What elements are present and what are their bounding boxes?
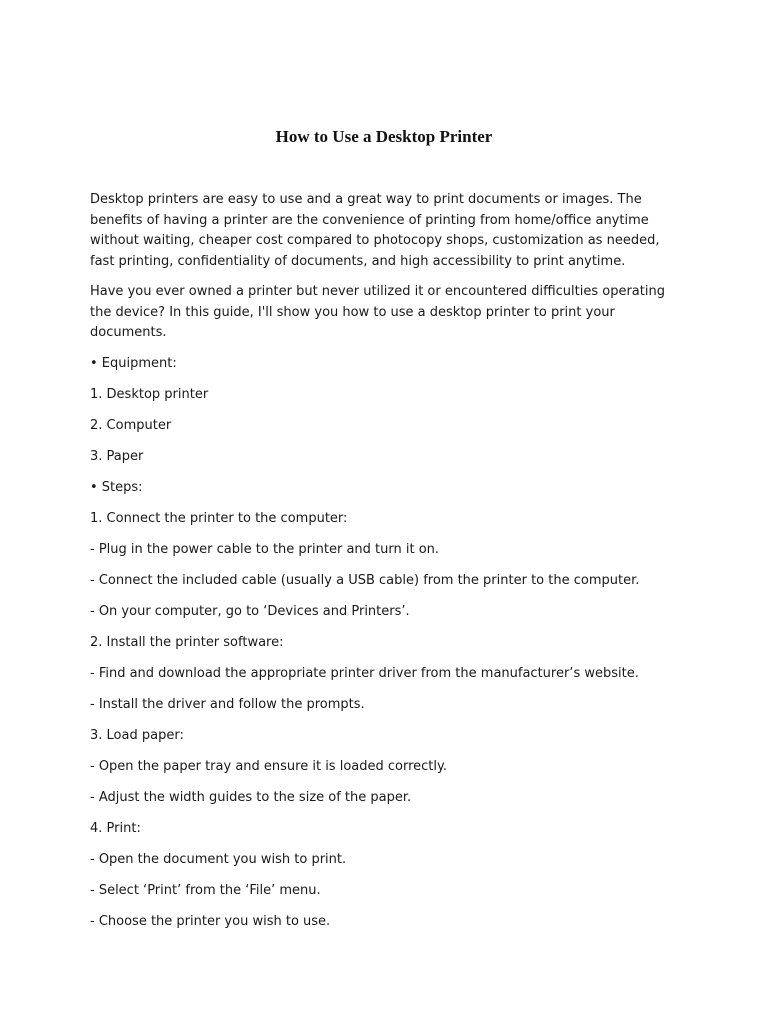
step-item: - Open the paper tray and ensure it is loaded correctly. (90, 758, 447, 774)
step-title: 3. Load paper: (90, 727, 184, 743)
step-title: 1. Connect the printer to the computer: (90, 510, 348, 526)
equipment-item: 1. Desktop printer (90, 386, 209, 402)
step-item: - On your computer, go to ‘Devices and Printers’. (90, 603, 410, 619)
document-body (90, 190, 680, 943)
intro-paragraph: Have you ever owned a printer but never utilized it or encountered difficulties operating the device? In this guide, I'll show you how to use a desktop printer to print your documents. (90, 284, 665, 340)
equipment-item: 3. Paper (90, 448, 144, 464)
equipment-item: 2. Computer (90, 417, 172, 433)
step-item: - Install the driver and follow the prompts. (90, 696, 365, 712)
step-item: - Plug in the power cable to the printer and turn it on. (90, 541, 440, 557)
step-title: 4. Print: (90, 820, 141, 836)
step-item: - Select ‘Print’ from the ‘File’ menu. (90, 882, 321, 898)
step-item: - Adjust the width guides to the size of the paper. (90, 789, 412, 805)
step-item: - Find and download the appropriate printer driver from the manufacturer’s website. (90, 665, 639, 681)
page-title: How to Use a Desktop Printer (275, 127, 493, 146)
equipment-heading: • Equipment: (90, 355, 177, 371)
step-title: 2. Install the printer software: (90, 634, 284, 650)
steps-heading: • Steps: (90, 479, 143, 495)
step-item: - Open the document you wish to print. (90, 851, 347, 867)
intro-paragraph: Desktop printers are easy to use and a great way to print documents or images. The benefits of having a printer are the convenience of printing from home/office anytime without waiting, cheaper cost compared to photocopy shops, customization as needed, fast printing, confidentiality of documents, and high accessibility to print anytime. (90, 192, 660, 269)
step-item: - Connect the included cable (usually a USB cable) from the printer to the computer. (90, 572, 640, 588)
step-item: - Choose the printer you wish to use. (90, 913, 331, 929)
